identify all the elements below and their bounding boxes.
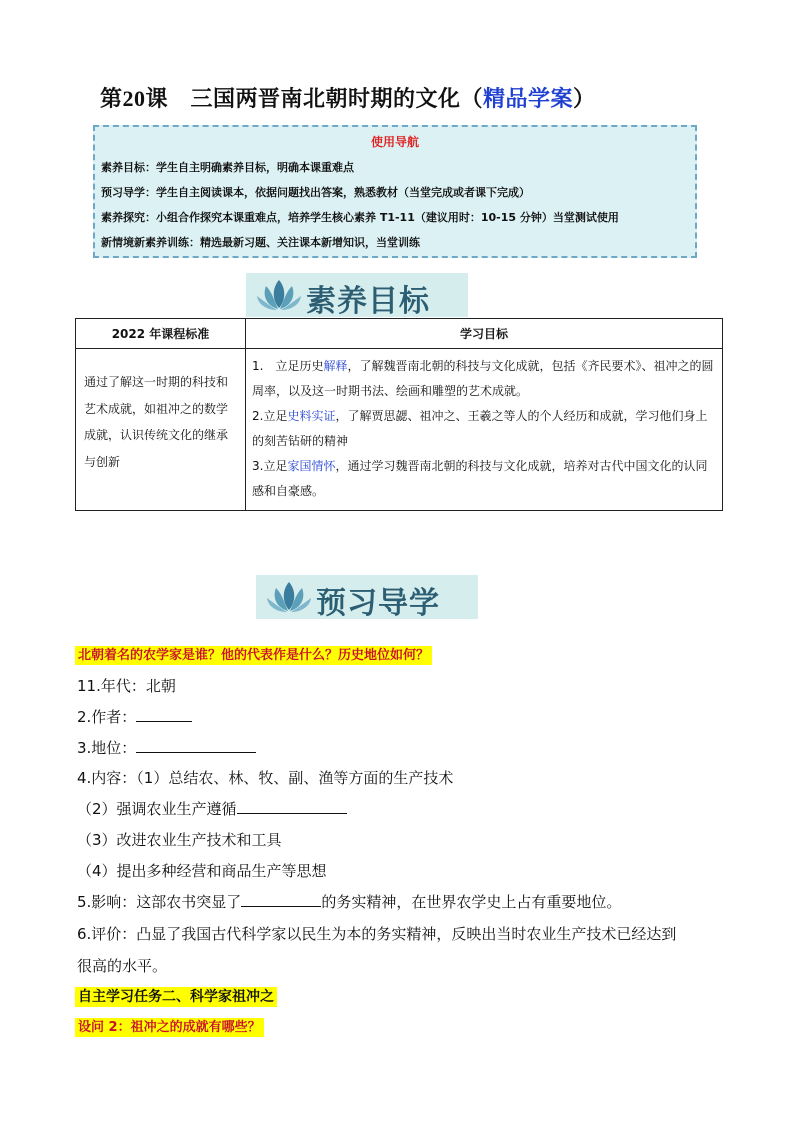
table-header-standard: 2022 年课程标准 [76,319,246,349]
goal-item-1: 1. 立足历史解释，了解魏晋南北朝的科技与文化成就，包括《齐民要术》、祖冲之的圆周率，以及这一时期书法、绘画和雕塑的艺术成就。 [252,359,714,398]
banner-preview-title: 预习导学 [316,586,440,621]
line-content-2: （2）强调农业生产遵循 [77,798,347,819]
objectives-table [75,318,723,511]
goal-item-3: 3.立足家国情怀，通过学习魏晋南北朝的科技与文化成就，培养对古代中国文化的认同感和自豪感。 [252,459,708,498]
line-status: 3.地位： [77,737,256,758]
table-header-goals: 学习目标 [246,319,723,349]
guide-line-goals: 素养目标：学生自主明确素养目标，明确本课重难点 [101,161,354,174]
standard-cell: 通过了解这一时期的科技和艺术成就，如祖冲之的数学成就，认识传统文化的继承与创新 [76,349,246,511]
line-author: 2.作者： [77,706,192,727]
question-1: 北朝着名的农学家是谁？他的代表作是什么？历史地位如何？ [75,644,432,663]
banner-preview [256,575,478,619]
banner-goals-title: 素养目标 [306,284,430,319]
banner-goals [246,273,468,317]
line-evaluation-cont: 很高的水平。 [77,957,168,975]
guide-line-training: 新情境新素养训练：精选最新习题、关注课本新增知识，当堂训练 [101,236,420,249]
usage-guide-box [93,125,697,258]
line-content-1: 4.内容：（1）总结农、林、牧、副、渔等方面的生产技术 [77,769,454,787]
page-title: 第20课 三国两晋南北朝时期的文化（精品学案） [100,86,596,112]
lotus-icon [264,578,314,616]
line-content-4: （4）提出多种经营和商品生产等思想 [77,862,327,880]
title-highlight: 精品学案 [483,87,574,112]
line-impact: 5.影响：这部农书突显了 的务实精神，在世界农学史上占有重要地位。 [77,893,622,911]
blank-status[interactable] [136,751,256,753]
guide-heading: 使用导航 [370,135,419,149]
guide-line-explore: 素养探究：小组合作探究本课重难点，培养学生核心素养 T1-11（建议用时：10-15 分钟）当堂测试使用 [101,211,619,224]
lotus-icon [254,276,304,314]
blank-impact[interactable] [241,905,321,907]
blank-follow[interactable] [237,812,347,814]
goals-cell [246,349,723,511]
task-2-heading: 自主学习任务二、科学家祖冲之 [75,986,277,1006]
question-2: 设问 2：祖冲之的成就有哪些？ [75,1016,264,1035]
line-evaluation: 6.评价：凸显了我国古代科学家以民生为本的务实精神，反映出当时农业生产技术已经达到 [77,925,677,943]
guide-line-preview: 预习导学：学生自主阅读课本，依据问题找出答案，熟悉教材（当堂完成或者课下完成） [101,186,530,199]
blank-author[interactable] [136,720,192,722]
goal-item-2: 2.立足史料实证，了解贾思勰、祖冲之、王羲之等人的个人经历和成就，学习他们身上的刻苦钻研的精神 [252,409,708,448]
line-era: 11.年代：北朝 [77,677,176,695]
line-content-3: （3）改进农业生产技术和工具 [77,831,282,849]
